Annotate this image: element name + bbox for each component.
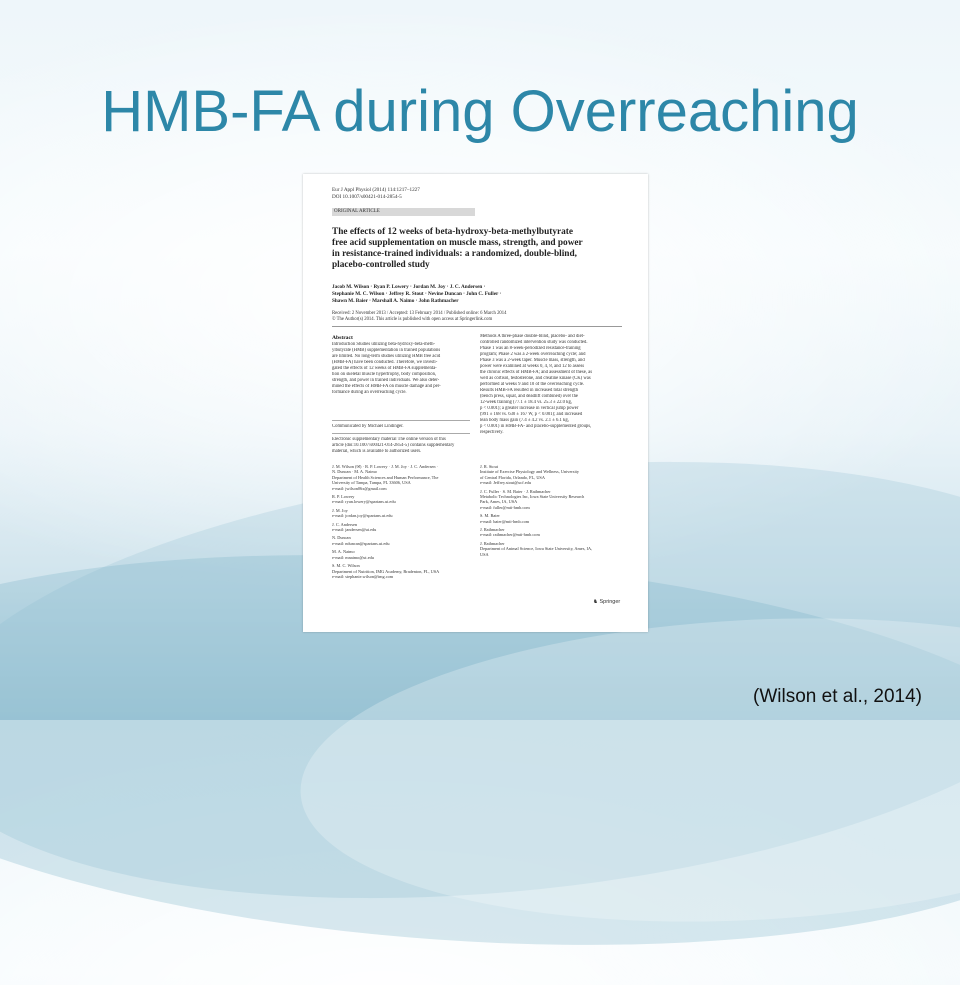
affil-line: N. Duncan: [332, 535, 351, 541]
abstract-line: (HMB-FA) have been conducted. Therefore, we investi-: [332, 360, 438, 365]
paper-authors: [332, 284, 632, 305]
affil-line: e-mail: mnaimo@ut.edu: [332, 554, 374, 560]
abstract-line: p < 0.001); a greater increase in vertical jump power: [480, 406, 579, 411]
affil-line: J. Rathmacher: [480, 527, 505, 533]
abstract-line: gated the effects of 12 weeks of HMB-FA supplementa-: [332, 366, 437, 371]
paper-title-line: free acid supplementation on muscle mass, strength, and power: [332, 238, 583, 248]
abstract-line: Results HMB-FA resulted in increased total strength: [480, 388, 579, 393]
abstract-heading: Abstract: [332, 335, 353, 341]
abstract-line: Methods A three-phase double-blind, placebo- and diet-: [480, 334, 585, 339]
affil-line: e-mail: ryan.lowery@spartans.ut.edu: [332, 499, 396, 505]
affil-line: Metabolic Technologies Inc, Iowa State University Research: [480, 494, 585, 500]
abstract-line: controlled randomized intervention study was conducted.: [480, 340, 588, 345]
abstract-line: p < 0.001) in HMB-FA- and placebo-supplemented groups,: [480, 424, 592, 429]
publisher-name: Springer: [599, 599, 621, 605]
affil-line: e-mail: jandersen@ut.edu: [332, 527, 377, 533]
affil-line: J. R. Stout: [480, 464, 498, 469]
affil-line: USA: [480, 551, 489, 557]
affil-line: e-mail: jwilson06x@gmail.com: [332, 485, 387, 491]
paper-title-line: The effects of 12 weeks of beta-hydroxy-beta-methylbutyrate: [332, 227, 573, 237]
esm-line: Electronic supplementary material The online version of this: [332, 437, 446, 442]
abstract-line: 12-week training (77.1 ± 18.4 vs. 25.3 ± 22.0 kg,: [480, 400, 572, 405]
affil-line: J. M. Wilson (✉) · R. P. Lowery · J. M. Joy · J. C. Andersen ·: [332, 464, 438, 469]
affil-line: e-mail: stephanie.wilson@img.com: [332, 573, 394, 579]
abstract-line: strength, and power in trained individuals. We also deter-: [332, 378, 440, 383]
affiliations-left: [332, 464, 472, 579]
journal-line: DOI 10.1007/s00421-014-2854-5: [332, 193, 402, 200]
paper-article-type: ORIGINAL ARTICLE: [332, 208, 475, 216]
affil-line: Institute of Exercise Physiology and Wellness, University: [480, 469, 579, 475]
affil-line: e-mail: fuller@mti-hmb.com: [480, 504, 530, 510]
abstract-line: (bench press, squat, and deadlift combined) over the: [480, 394, 579, 399]
citation: (Wilson et al., 2014): [753, 686, 922, 707]
esm-line: material, which is available to authorized users.: [332, 449, 422, 454]
affiliations-right: [480, 464, 630, 557]
paper-title-line: in resistance-trained individuals: a randomized, double-blind,: [332, 249, 577, 259]
divider: [332, 433, 470, 434]
springer-horse-icon: ♞: [593, 599, 598, 605]
affil-line: e-mail: Jeffrey.stout@ucf.edu: [480, 480, 531, 486]
affil-line: e-mail: nduncan@spartans.ut.edu: [332, 540, 390, 546]
affil-line: Department of Nutrition, IMG Academy, Bradenton, FL, USA: [332, 568, 440, 574]
date-line: Received: 2 November 2013 / Accepted: 13 February 2014 / Published online: 6 March 2014: [332, 311, 507, 316]
author-line: Stephanie M. C. Wilson · Jeffrey R. Stout · Nevine Duncan · John C. Fuller ·: [332, 291, 502, 297]
affil-line: e-mail: jordan.joy@spartans.ut.edu: [332, 513, 393, 519]
communicated-by: Communicated by Michael Lindinger.: [332, 424, 404, 429]
affil-line: N. Duncan · M. A. Naimo: [332, 469, 377, 475]
paper-dates: [332, 311, 632, 323]
abstract-line: (991 ± 168 vs. 630 ± 167 W, p < 0.001); and increased: [480, 412, 583, 417]
paper-first-page-image: [303, 174, 648, 632]
abstract-line: formance during an overreaching cycle.: [332, 390, 407, 395]
date-line: © The Author(s) 2014. This article is published with open access at Springerlink.com: [332, 317, 493, 322]
affil-line: S. M. C. Wilson: [332, 563, 360, 569]
affil-line: R. P. Lowery: [332, 494, 355, 500]
abstract-left-column: [332, 334, 472, 455]
divider: [332, 326, 622, 327]
author-line: Jacob M. Wilson · Ryan P. Lowery · Jordan M. Joy · J. C. Andersen ·: [332, 284, 486, 290]
abstract-line: program; Phase 2 was a 2-week overreaching cycle; and: [480, 352, 586, 357]
abstract-line: respectively.: [480, 430, 504, 435]
affil-line: e-mail: baier@mti-hmb.com: [480, 518, 530, 524]
author-line: Shawn M. Baier · Marshall A. Naimo · John Rathmacher: [332, 298, 459, 304]
affil-line: University of Tampa, Tampa, FL 33606, USA: [332, 480, 411, 486]
affil-line: Park, Ames, IA, USA: [480, 499, 518, 505]
affil-line: M. A. Naimo: [332, 549, 355, 555]
affil-line: of Central Florida, Orlando, FL, USA: [480, 474, 545, 480]
affil-line: Department of Health Sciences and Human Performance, The: [332, 474, 439, 480]
abstract-line: are limited. No long-term studies utilizing HMB free acid: [332, 354, 441, 359]
affil-line: J. Rathmacher: [480, 540, 505, 546]
affil-line: J. C. Fuller · S. M. Baier · J. Rathmacher: [480, 488, 551, 494]
paper-title-line: placebo-controlled study: [332, 260, 430, 270]
abstract-line: Phase 1 was an 8-week-periodized resistance-training: [480, 346, 581, 351]
abstract-line: power were examined at weeks 0, 4, 8, and 12 to assess: [480, 364, 585, 369]
abstract-right-column: [480, 334, 630, 436]
affil-line: e-mail: rathmacher@mti-hmb.com: [480, 532, 540, 538]
abstract-line: Phase 3 was a 2-week taper. Muscle mass, strength, and: [480, 358, 585, 363]
affil-line: J. M. Joy: [332, 507, 348, 513]
affil-line: J. C. Andersen: [332, 521, 358, 527]
abstract-line: mined the effects of HMB-FA on muscle damage and per-: [332, 384, 441, 389]
esm-line: article (doi:10.1007/s00421-014-2854-5) contains supplementary: [332, 443, 455, 448]
springer-logo: [593, 599, 620, 605]
abstract-line: the chronic effects of HMB-FA; and assessment of these, as: [480, 370, 593, 375]
abstract-line: Introduction Studies utilizing beta-hydroxy-beta-meth-: [332, 342, 435, 347]
abstract-line: ylbutyrate (HMB) supplementation in trained populations: [332, 348, 441, 353]
abstract-line: well as cortisol, testosterone, and creatine kinase (CK) was: [480, 376, 591, 381]
divider: [332, 420, 470, 421]
slide-title: HMB-FA during Overreaching: [101, 79, 859, 144]
abstract-line: lean body mass gain (7.4 ± 4.2 vs. 2.1 ± 6.1 kg,: [480, 418, 569, 423]
paper-title: [332, 227, 632, 271]
abstract-line: tion on skeletal muscle hypertrophy, body composition,: [332, 372, 437, 377]
abstract-line: performed at weeks 9 and 10 of the overreaching cycle.: [480, 382, 585, 387]
paper-journal-info: [332, 187, 420, 200]
journal-line: Eur J Appl Physiol (2014) 114:1217–1227: [332, 187, 420, 193]
affil-line: S. M. Baier: [480, 513, 500, 519]
affil-line: Department of Animal Science, Iowa State University, Ames, IA,: [480, 546, 593, 552]
